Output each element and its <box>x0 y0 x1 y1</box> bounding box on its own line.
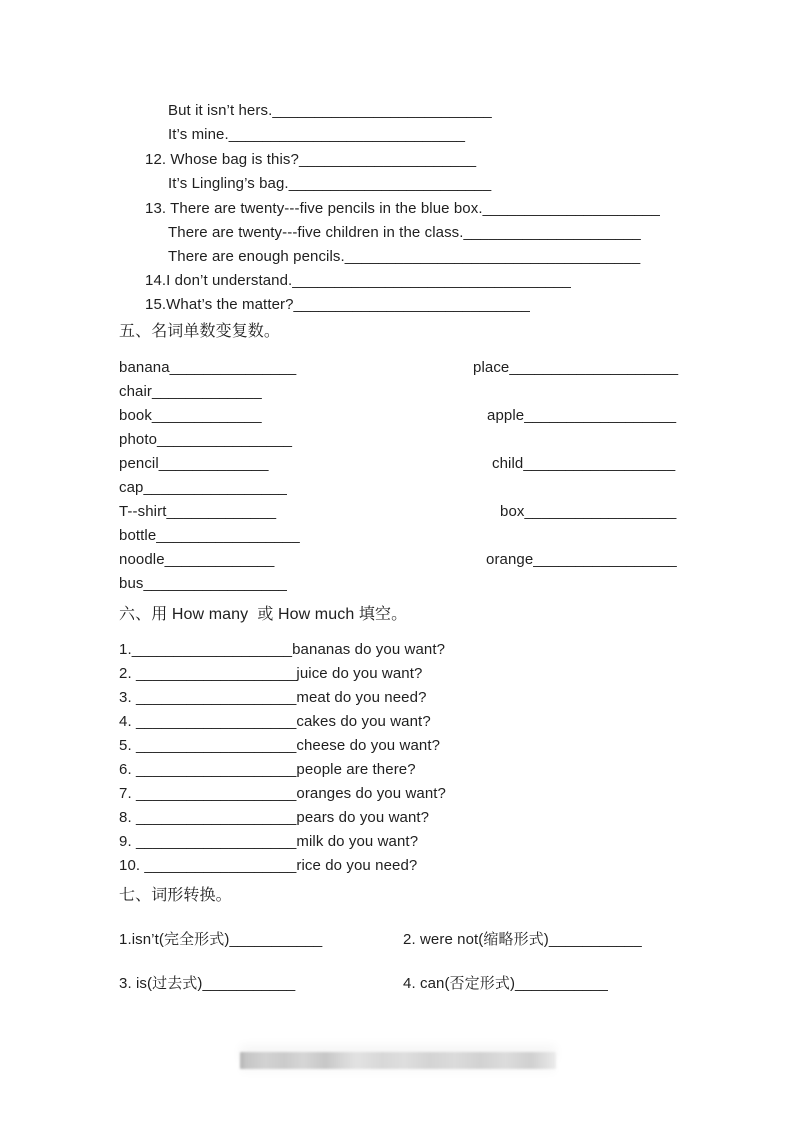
sentence-line: 13. There are twenty---five pencils in the blue box._____________________ <box>145 200 660 217</box>
fill-item: 8. ___________________pears do you want? <box>119 809 430 826</box>
noun-item: cap_________________ <box>119 479 288 496</box>
sentence-line: It’s Lingling’s bag.________________________ <box>168 175 492 192</box>
noun-item: chair_____________ <box>119 383 262 400</box>
noun-item: place____________________ <box>473 359 679 376</box>
noun-item: banana_______________ <box>119 359 297 376</box>
noun-item: child__________________ <box>492 455 676 472</box>
noun-item: noodle_____________ <box>119 551 275 568</box>
sentence-line: 14.I don’t understand._________________________________ <box>145 272 571 289</box>
noun-item: bottle_________________ <box>119 527 300 544</box>
section6-title: 六、用 How many 或 How much 填空。 <box>119 606 408 623</box>
noun-item: apple__________________ <box>487 407 677 424</box>
sentence-line: It’s mine.____________________________ <box>168 126 466 143</box>
fill-item: 3. ___________________meat do you need? <box>119 689 427 706</box>
noun-item: orange_________________ <box>486 551 677 568</box>
sentence-line: 15.What’s the matter?____________________________ <box>145 296 530 313</box>
noun-item: pencil_____________ <box>119 455 269 472</box>
conversion-item: 3. is(过去式)___________ <box>119 975 296 992</box>
section7-title: 七、词形转换。 <box>119 887 232 904</box>
sentence-line: There are enough pencils.___________________________________ <box>168 248 641 265</box>
noun-item: photo________________ <box>119 431 293 448</box>
watermark-blur-strip <box>240 1052 556 1069</box>
noun-item: book_____________ <box>119 407 262 424</box>
fill-item: 1.___________________bananas do you want? <box>119 641 446 658</box>
fill-item: 6. ___________________people are there? <box>119 761 416 778</box>
fill-item: 2. ___________________juice do you want? <box>119 665 423 682</box>
conversion-item: 2. were not(缩略形式)___________ <box>403 931 642 948</box>
fill-item: 7. ___________________oranges do you want? <box>119 785 446 802</box>
fill-item: 10. __________________rice do you need? <box>119 857 418 874</box>
noun-item: T--shirt_____________ <box>119 503 277 520</box>
fill-item: 4. ___________________cakes do you want? <box>119 713 431 730</box>
sentence-line: There are twenty---five children in the class._____________________ <box>168 224 641 241</box>
section5-title: 五、名词单数变复数。 <box>119 323 281 340</box>
fill-item: 9. ___________________milk do you want? <box>119 833 419 850</box>
conversion-item: 1.isn’t(完全形式)___________ <box>119 931 323 948</box>
conversion-item: 4. can(否定形式)___________ <box>403 975 608 992</box>
sentence-line: 12. Whose bag is this?_____________________ <box>145 151 477 168</box>
noun-item: box__________________ <box>500 503 677 520</box>
noun-item: bus_________________ <box>119 575 288 592</box>
fill-item: 5. ___________________cheese do you want? <box>119 737 441 754</box>
sentence-line: But it isn’t hers.__________________________ <box>168 102 492 119</box>
